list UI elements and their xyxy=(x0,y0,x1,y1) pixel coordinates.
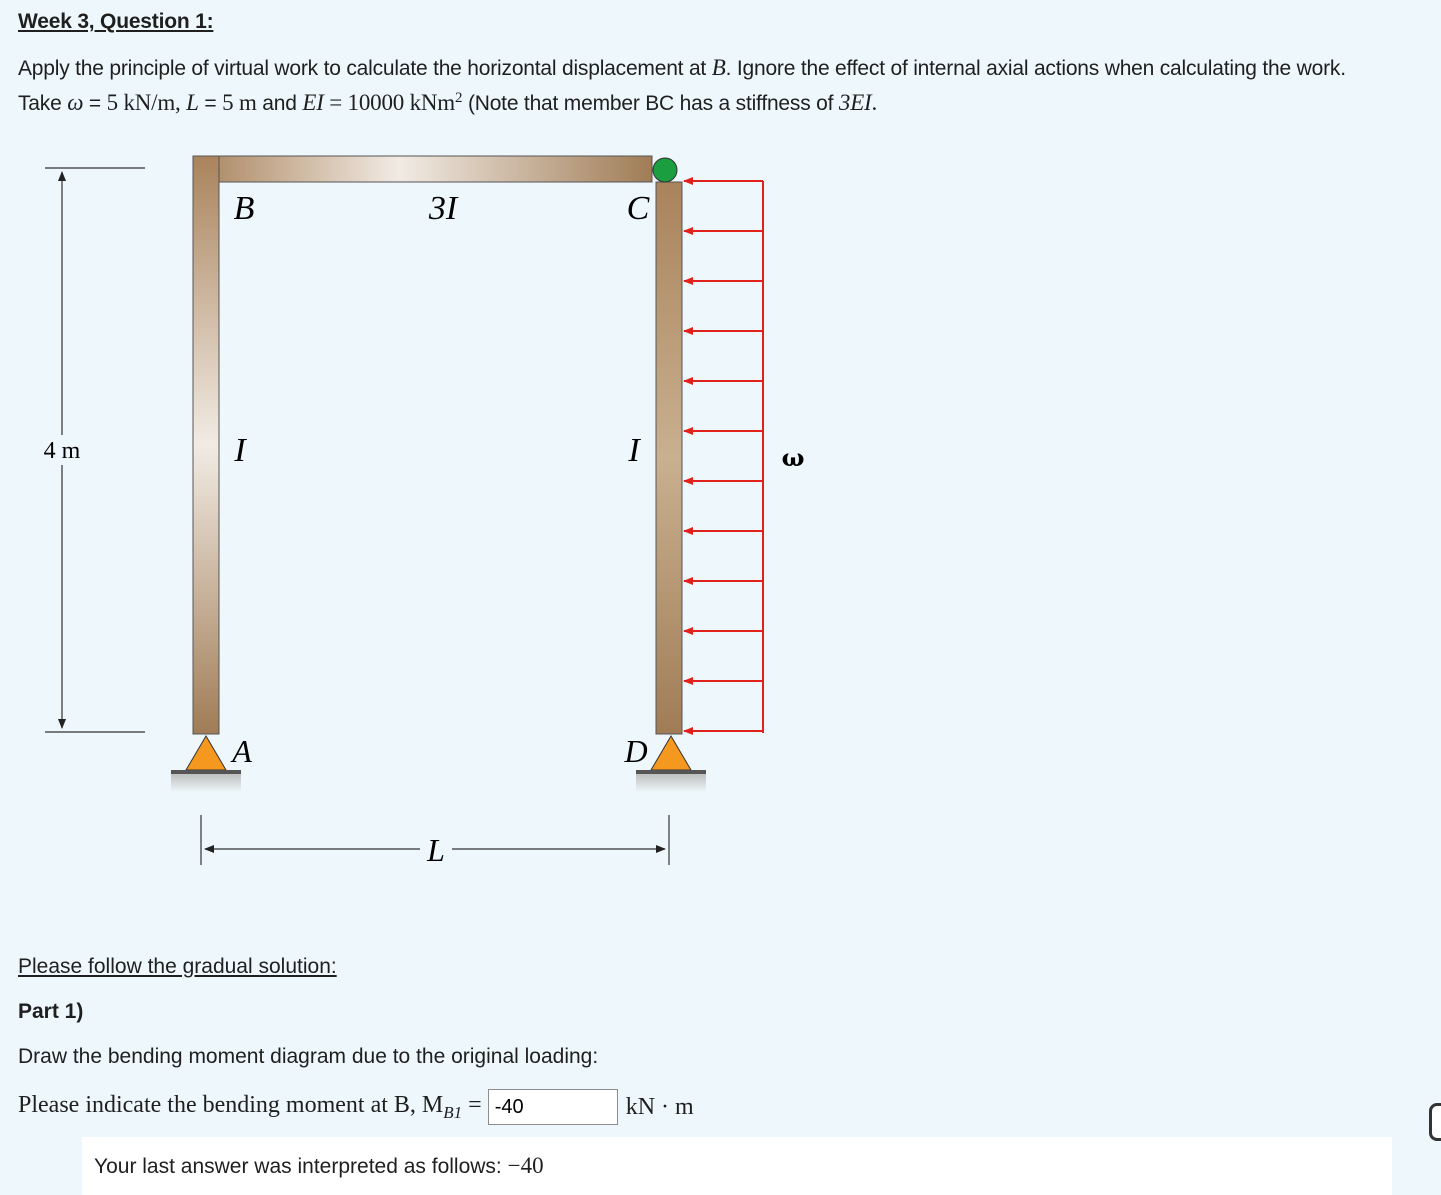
frame-members xyxy=(193,156,682,734)
question-title: Week 3, Question 1: xyxy=(18,10,214,33)
node-label-b: B xyxy=(233,190,255,227)
answer-row xyxy=(18,1087,694,1127)
span-dimension xyxy=(201,815,669,868)
support-a xyxy=(171,736,241,792)
node-label-a: A xyxy=(232,733,252,769)
frame-diagram xyxy=(0,140,900,900)
node-label-d: D xyxy=(624,733,648,769)
part-1-heading: Part 1) xyxy=(18,1000,84,1023)
column-stiffness-right: I xyxy=(628,432,640,469)
column-stiffness-left: I xyxy=(234,432,246,469)
span-dimension-label: L xyxy=(427,832,445,868)
node-label-c: C xyxy=(626,190,650,227)
moment-answer-input[interactable] xyxy=(488,1089,618,1125)
height-dimension xyxy=(44,168,145,732)
problem-statement-line1: Apply the principle of virtual work to calculate the horizontal displacement at B. Ignore the effect of internal axial actions when calculating the work. xyxy=(18,55,1346,80)
part-1-instruction: Draw the bending moment diagram due to the original loading: xyxy=(18,1045,599,1068)
answer-feedback: Your last answer was interpreted as follows: −40 xyxy=(82,1137,1392,1195)
load-intensity-label: ω xyxy=(781,443,805,472)
beam-bc xyxy=(193,156,652,182)
gradual-solution-link[interactable]: Please follow the gradual solution: xyxy=(18,955,337,978)
answer-prompt: Please indicate the bending moment at B, $M_{B1}$ = xyxy=(18,1091,482,1122)
height-dimension-label: 4 m xyxy=(43,438,81,464)
scroll-handle[interactable] xyxy=(1429,1103,1441,1141)
distributed-load xyxy=(684,181,763,733)
answer-unit: kN · m xyxy=(625,1093,694,1120)
problem-statement-line2: Take ω = 5 kN/m, L = 5 m and EI = 10000 kNm$^2$ (Note that member BC has a stiffness of 3EI. xyxy=(18,90,878,115)
hinge-c xyxy=(653,158,677,182)
beam-stiffness-label: 3I xyxy=(428,190,458,227)
column-cd xyxy=(656,182,682,734)
column-ab xyxy=(193,156,219,734)
